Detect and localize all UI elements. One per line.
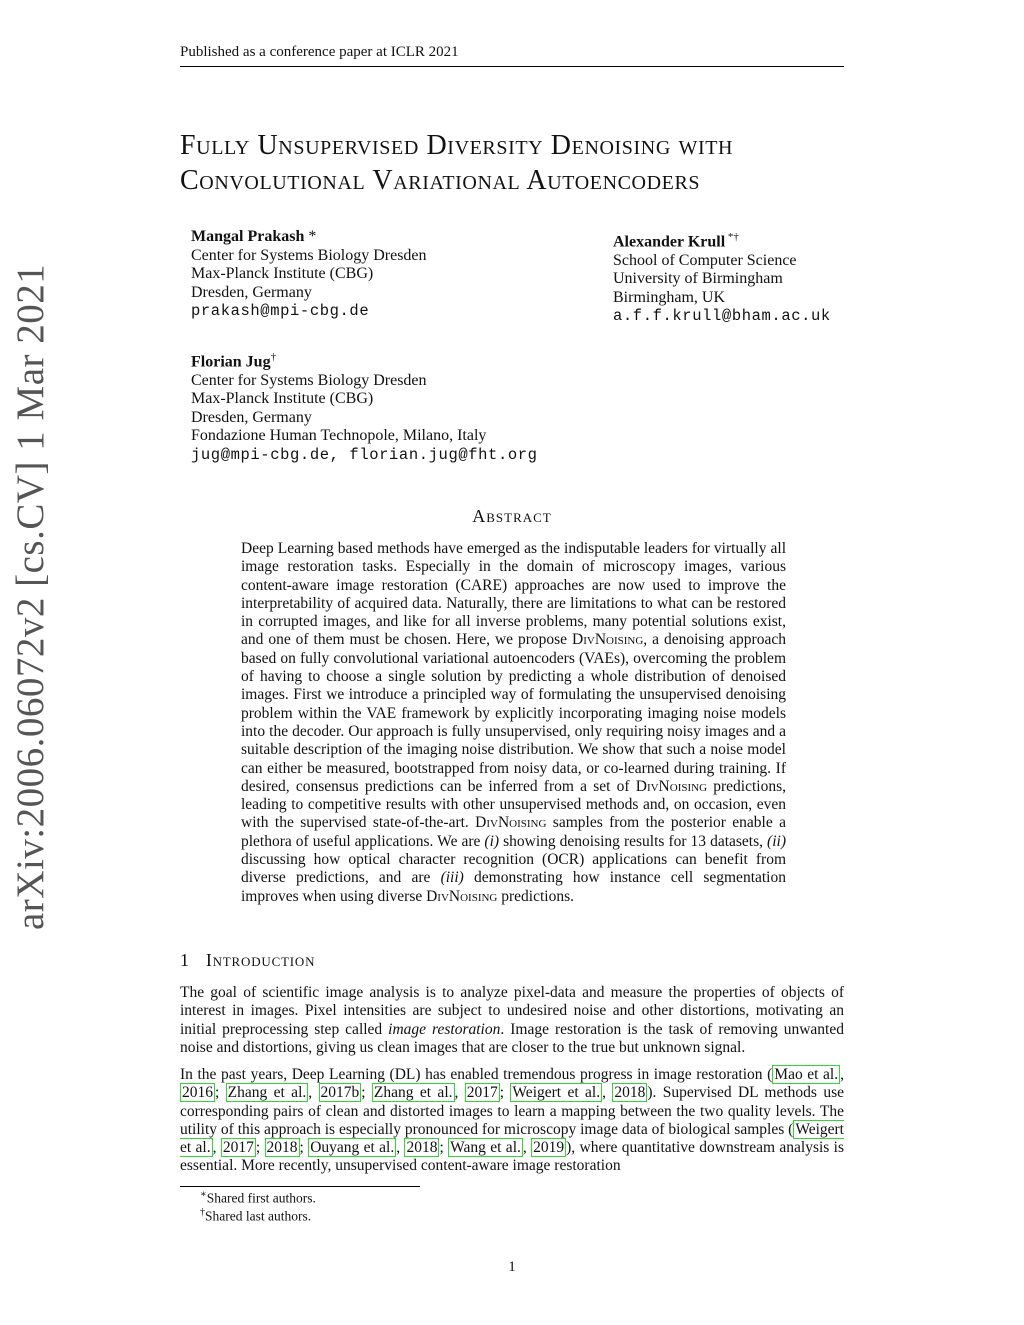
method-name: DivNoising [572, 631, 644, 649]
citation-link[interactable]: Weigert et al. [180, 1120, 844, 1157]
citation-link[interactable]: 2018 [406, 1139, 438, 1157]
author-marks: † [270, 351, 277, 363]
enum-marker: (ii) [767, 832, 786, 850]
author-affiliation: Fondazione Human Technopole, Milano, Italy [191, 427, 487, 445]
method-name: DivNoising [426, 887, 498, 905]
section-number: 1 [180, 950, 190, 970]
author-name: Alexander Krull [613, 233, 726, 251]
section-title: Introduction [205, 950, 316, 970]
citation-link[interactable]: Wang et al. [450, 1139, 521, 1157]
title-line: Convolutional Variational Autoencoders [180, 165, 701, 196]
author-affiliation: Max-Planck Institute (CBG) [191, 265, 374, 282]
intro-paragraph [180, 984, 844, 1057]
author-affiliation: University of Birmingham [613, 270, 783, 288]
method-name: DivNoising [475, 814, 547, 832]
paragraph-text: In the past years, Deep Learning (DL) has enabled tremendous progress in image restoration ( [180, 1066, 773, 1083]
citation-link[interactable]: 2017b [320, 1084, 360, 1102]
abstract-body [241, 540, 786, 906]
citation-link[interactable]: Zhang et al. [227, 1084, 307, 1102]
author-name: Mangal Prakash [191, 228, 305, 245]
method-name: DivNoising [635, 777, 708, 795]
citation-link[interactable]: 2017 [222, 1139, 254, 1157]
author-email: a.f.f.krull@bham.ac.uk [613, 307, 831, 326]
citation-link[interactable]: 2017 [466, 1084, 498, 1102]
author-affiliation: School of Computer Science [613, 251, 797, 269]
arxiv-stamp: arXiv:2006.06072v2 [cs.CV] 1 Mar 2021 [9, 263, 52, 930]
citation-link[interactable]: 2016 [182, 1084, 213, 1102]
intro-paragraph: In the past years, Deep Learning (DL) has enabled tremendous progress in image restoration ( Mao et al. , 2016 ; Zhang et al. , 2017b ; Zhang et al. , 2017 ; Weigert et al. , 2018 ). Supervised DL methods use corresponding pairs of clean and distorted images to learn a mapping between the two quality levels. The utility of this approach is especially pronounced for microscopy image data of biological samples ( Weigert et al. , 2017 ; 2018 ; Ouyang et al. , 2018 ; Wang et al. , 2019 ), where quantitative downstream analysis is essential. More recently, unsupervised content-aware image restoration [180, 1066, 845, 1175]
enum-marker: (iii) [440, 869, 464, 887]
enum-marker: (i) [484, 832, 500, 850]
author-affiliation: Dresden, Germany [191, 283, 312, 301]
title-line: Fully Unsupervised Diversity Denoising with [180, 130, 734, 161]
paragraph-text: ), where quantitative downstream analysis is essential. More recently, unsupervised content-aware image restoration [180, 1139, 845, 1175]
footnote-text: Shared first authors. [206, 1190, 316, 1206]
paragraph-text: . Image restoration is the task of removing unwanted noise and distortions, giving us clean images that are closer to the true but unknown signal. [180, 1020, 844, 1056]
abstract-text: discussing how optical character recognition (OCR) applications can benefit from diverse predictions, and are [241, 851, 786, 887]
footnote [200, 1189, 316, 1207]
footnote-mark: ∗ [200, 1189, 207, 1200]
author-block [613, 228, 831, 326]
abstract-text: predictions, leading to competitive results with other unsupervised methods and, on occasion, even with the supervised state-of-the-art. [241, 777, 786, 832]
paper-title [180, 128, 860, 198]
footnote-mark: † [200, 1207, 205, 1218]
author-marks: * [304, 228, 317, 245]
citation-link[interactable]: 2018 [266, 1139, 298, 1157]
footnote-divider [180, 1186, 420, 1187]
citation-link[interactable]: 2019 [533, 1139, 565, 1157]
abstract-text: , a denoising approach based on fully convolutional variational autoencoders (VAEs), overcoming the problem of having to choose a single solution by predicting a whole distribution of denoised images. First we introduce a principled way of formulating the unsupervised denoising problem within the VAE framework by explicitly incorporating imaging noise models into the decoder. Our approach is fully unsupervised, only requiring noisy images and a suitable description of the imaging noise distribution. We show that such a noise model can either be measured, bootstrapped from noisy data, or co-learned during training. If desired, consensus predictions can be inferred from a set of [241, 631, 786, 795]
paragraph-text: The goal of scientific image analysis is to analyze pixel-data and measure the properties of objects of interest in images. Pixel intensities are subject to undesired noise and other distortions, motivating an initial preprocessing step called [180, 984, 844, 1038]
author-email: jug@mpi-cbg.de, florian.jug@fht.org [191, 445, 538, 464]
author-block [191, 228, 427, 321]
author-marks: *† [725, 231, 739, 243]
citation-link[interactable]: Zhang et al. [373, 1084, 453, 1102]
running-header: Published as a conference paper at ICLR 2021 [180, 44, 844, 67]
abstract-text: showing denoising results for 13 datasets, [499, 832, 768, 850]
citation-link[interactable]: Ouyang et al. [310, 1139, 395, 1157]
author-block [191, 348, 538, 464]
citation-link[interactable]: Mao et al. [774, 1066, 839, 1083]
abstract-text: samples from the posterior enable a plethora of useful applications. We are [241, 814, 786, 850]
footnote-text: Shared last authors. [205, 1208, 312, 1224]
paragraph-text: ). Supervised DL methods use corresponding pairs of clean and distorted images to learn a mapping between the two quality levels. The utility of this approach is especially pronounced for microscopy image data of biological samples ( [180, 1084, 844, 1138]
abstract-text: demonstrating how instance cell segmentation improves when using diverse [241, 869, 786, 905]
author-affiliation: Max-Planck Institute (CBG) [191, 390, 374, 408]
abstract-heading: Abstract [472, 506, 552, 526]
citation-link[interactable]: 2018 [614, 1084, 646, 1102]
abstract-text: Deep Learning based methods have emerged as the indisputable leaders for virtually all image restoration tasks. Especially in the domain of microscopy images, various content-aware image restoration (CARE) approaches are now used to improve the interpretability of acquired data. Naturally, there are limitations to what can be restored in corrupted images, and like for all inverse problems, many potential solutions exist, and one of them must be chosen. Here, we propose [241, 540, 786, 649]
author-affiliation: Center for Systems Biology Dresden [191, 371, 427, 389]
author-email: prakash@mpi-cbg.de [191, 302, 370, 320]
author-affiliation: Birmingham, UK [613, 288, 725, 306]
author-affiliation: Center for Systems Biology Dresden [191, 246, 427, 264]
citation-link[interactable]: Weigert et al. [512, 1084, 601, 1102]
author-name: Florian Jug [191, 353, 271, 371]
section-heading [180, 950, 315, 971]
author-affiliation: Dresden, Germany [191, 408, 312, 426]
emphasis: image restoration [388, 1020, 501, 1038]
abstract-text: predictions. [497, 887, 575, 905]
page-number: 1 [508, 1259, 516, 1275]
footnote [200, 1207, 311, 1225]
